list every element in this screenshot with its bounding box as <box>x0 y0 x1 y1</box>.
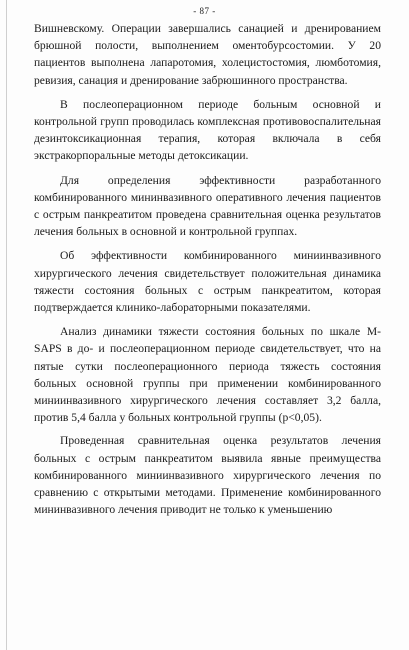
paragraph-5: Анализ динамики тяжести состояния больных по шкале M-SAPS в до- и послеоперационном периоде свидетельствует, что на пятые сутки послеоперационного периода тяжесть состояния больных основной группы при применении комбинированного миниинвазивного хирургического лечения составляет 3,2 балла, против 5,4 балла у больных контрольной группы (p<0,05). <box>34 325 381 425</box>
paragraph-1: Вишневскому. Операции завершались санацией и дренированием брюшной полости, выполнением оментобурсостомии. У 20 пациентов выполнена лапаротомия, холецистостомия, люмботомия, ревизия, санация и дренирование забрюшинного пространства. <box>34 22 381 87</box>
paragraph-6: Проведенная сравнительная оценка результатов лечения больных с острым панкреатитом выявила явные преимущества комбинированного миниинвазивного хирургического лечения по сравнению с открытыми методами. Применение комбинированного мининвазивного лечения приводит не только к уменьшению <box>34 434 381 517</box>
page-number: - 87 - <box>193 6 216 16</box>
page-binding-edge <box>6 0 7 650</box>
paragraph-2: В послеоперационном периоде больным основной и контрольной групп проводилась комплексная противовоспалительная дезинтоксикационная терапия, которая включала в себя экстракорпоральные методы детоксикации. <box>34 97 381 163</box>
paragraph-4: Об эффективности комбинированного миниинвазивного хирургического лечения свидетельствует положительная динамика тяжести состояния больных с острым панкреатитом, которая подтверждается клинико-лабораторными показателями. <box>34 249 381 315</box>
paragraph-3: Для определения эффективности разработанного комбинированного мининвазивного оперативного лечения пациентов с острым панкреатитом проведена сравнительная оценка результатов лечения больных в основной и контрольной группах. <box>34 173 381 239</box>
body-text <box>34 20 381 525</box>
